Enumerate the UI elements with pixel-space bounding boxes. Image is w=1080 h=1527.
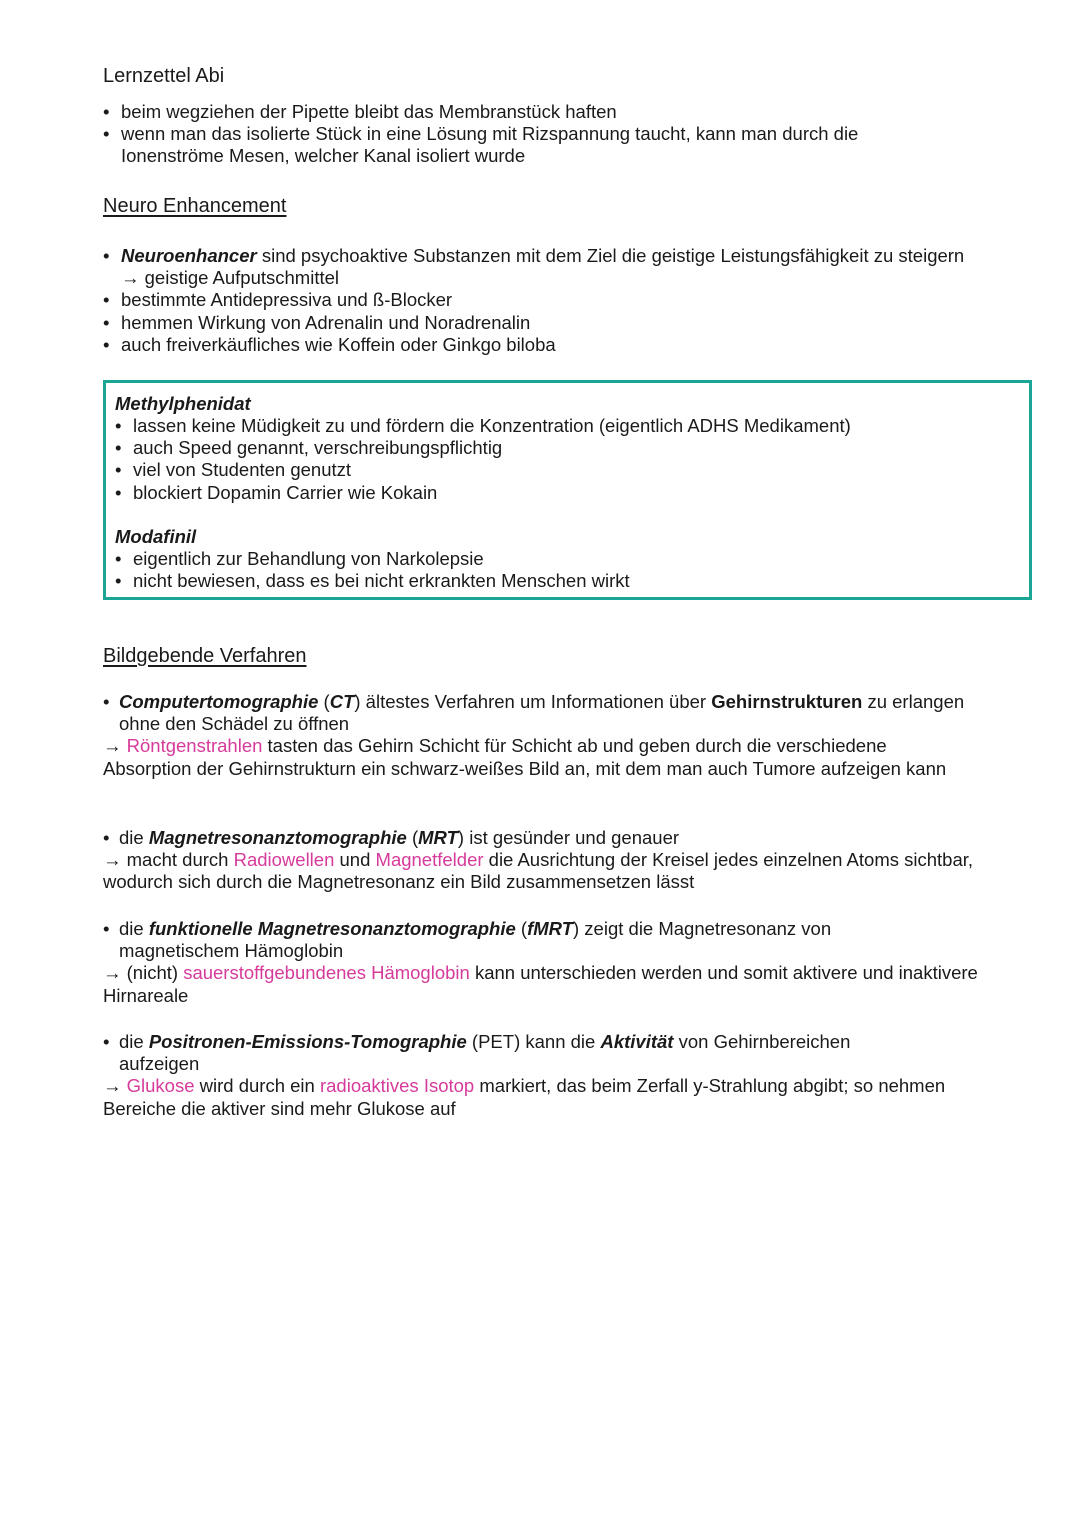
paragraph-pet: • die Positronen-Emissions-Tomographie (PET) kann die Aktivität von Gehirnbereichen aufzeigen → Glukose wird durch ein radioaktives Isotop markiert, das beim Zerfall y-Strahlung abgibt; so nehmen Bereiche die aktiver sind mehr Glukose auf [103, 1031, 963, 1120]
term-neuroenhancer: Neuroenhancer [121, 245, 257, 266]
paragraph-ct: • Computertomographie (CT) ältestes Verfahren um Informationen über Gehirnstrukturen zu erlangen ohne den Schädel zu öffnen → Röntgenstrahlen tasten das Gehirn Schicht für Schicht ab und geben durch die verschiedene Absorption der Gehirnstrukturn ein schwarz-weißes Bild an, mit dem man auch Tumore aufzeigen kann [103, 691, 973, 780]
arrow-icon: → [103, 1075, 127, 1097]
paragraph-mrt: • die Magnetresonanztomographie (MRT) ist gesünder und genauer → macht durch Radiowellen und Magnetfelder die Ausrichtung der Kreisel jedes einzelnen Atoms sichtbar, wodurch sich durch die Magnetresonanz ein Bild zusammensetzen lässt [103, 827, 983, 894]
section-heading-neuro: Neuro Enhancement [103, 195, 287, 217]
list-item: • lassen keine Müdigkeit zu und fördern die Konzentration (eigentlich ADHS Medikament) [115, 415, 1015, 437]
info-box [103, 380, 1032, 600]
neuro-list [103, 245, 973, 356]
document-title: Lernzettel Abi [103, 65, 225, 87]
arrow-icon: → [121, 267, 140, 289]
list-item: • auch freiverkäufliches wie Koffein oder Ginkgo biloba [103, 334, 973, 356]
list-item: • hemmen Wirkung von Adrenalin und Noradrenalin [103, 312, 973, 334]
arrow-icon: → [103, 849, 127, 871]
intro-list [103, 101, 943, 168]
list-item: • beim wegziehen der Pipette bleibt das Membranstück haften [103, 101, 943, 123]
modafinil-list [115, 548, 1015, 592]
list-item: • blockiert Dopamin Carrier wie Kokain [115, 482, 1015, 504]
section-heading-bildgebende: Bildgebende Verfahren [103, 645, 307, 667]
list-item: • wenn man das isolierte Stück in eine Lösung mit Rizspannung taucht, kann man durch die Ionenströme Mesen, welcher Kanal isoliert wurde [103, 123, 943, 167]
methylphenidat-list [115, 415, 1015, 504]
box-subtitle-modafinil: Modafinil [115, 526, 197, 547]
arrow-icon: → [103, 735, 127, 757]
list-item: • auch Speed genannt, verschreibungspflichtig [115, 437, 1015, 459]
list-item: • bestimmte Antidepressiva und ß-Blocker [103, 289, 973, 311]
list-item: • nicht bewiesen, dass es bei nicht erkrankten Menschen wirkt [115, 570, 1015, 592]
list-item: • eigentlich zur Behandlung von Narkolepsie [115, 548, 1015, 570]
list-item: • viel von Studenten genutzt [115, 459, 1015, 481]
arrow-icon: → [103, 962, 127, 984]
paragraph-fmrt: • die funktionelle Magnetresonanztomographie (fMRT) zeigt die Magnetresonanz von magnetischem Hämoglobin → (nicht) sauerstoffgebundenes Hämoglobin kann unterschieden werden und somit aktivere und inaktivere Hirnareale [103, 918, 983, 1007]
box-subtitle-methylphenidat: Methylphenidat [115, 393, 251, 414]
list-item: • Neuroenhancer sind psychoaktive Substanzen mit dem Ziel die geistige Leistungsfähigkeit zu steigern → geistige Aufputschmittel [103, 245, 973, 289]
